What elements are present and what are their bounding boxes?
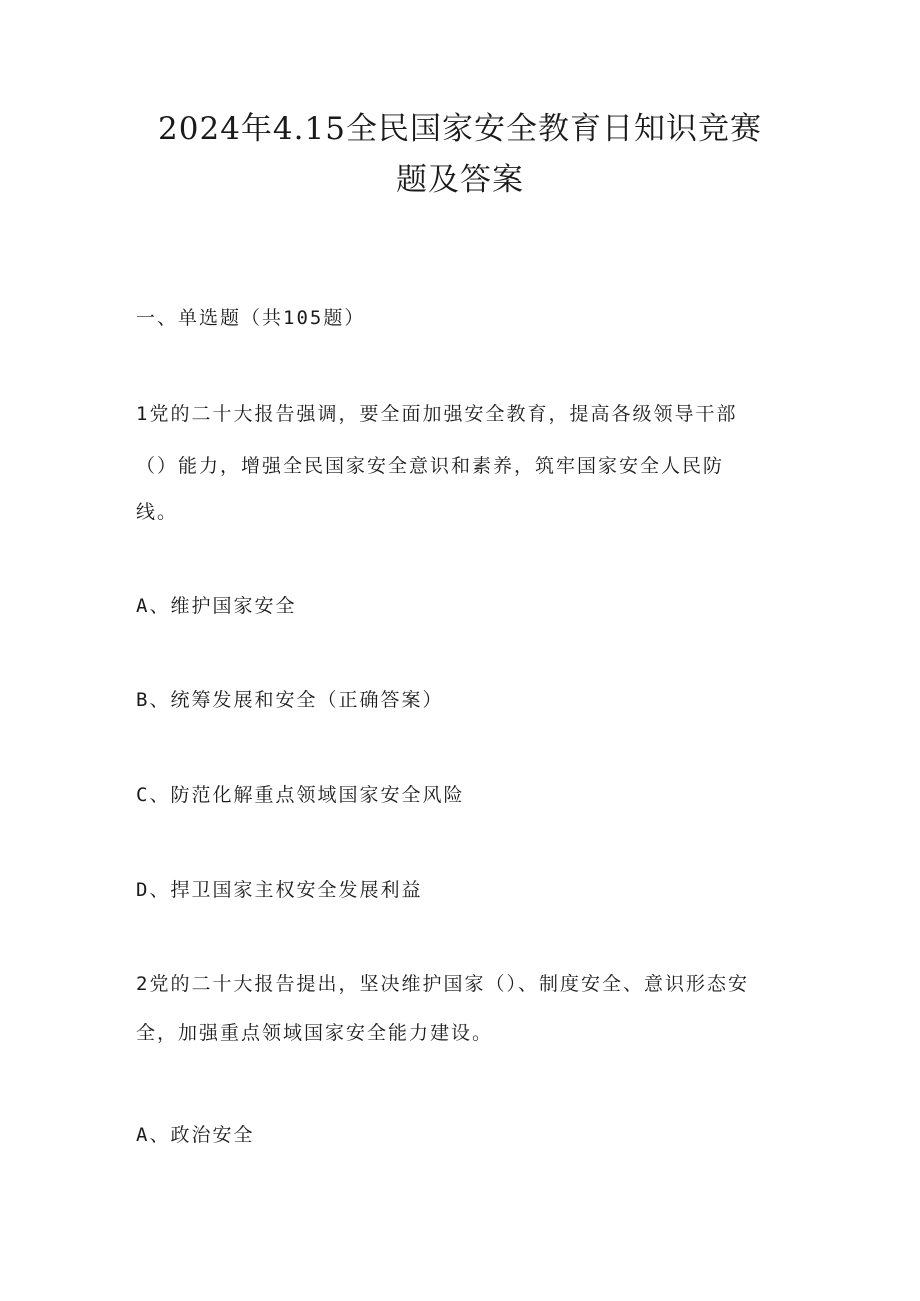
question-1-text-line: 线。	[136, 501, 179, 523]
document-title-line-1: 2024年4.15全民国家安全教育日知识竞赛	[158, 111, 762, 147]
question-1-option-d: D、捍卫国家主权安全发展利益	[136, 879, 423, 901]
question-2-text-line: 2党的二十大报告提出，坚决维护国家（）、制度安全、意识形态安	[136, 973, 749, 995]
question-1-option-c: C、防范化解重点领域国家安全风险	[136, 784, 465, 806]
question-1-option-b: B、统筹发展和安全（正确答案）	[136, 689, 444, 711]
question-1-text-line: 1党的二十大报告强调，要全面加强安全教育，提高各级领导干部	[136, 403, 738, 425]
question-2-text-line: 全，加强重点领域国家安全能力建设。	[136, 1022, 494, 1044]
question-1-option-a: A、维护国家安全	[136, 595, 297, 617]
question-2-option-a: A、政治安全	[136, 1124, 255, 1146]
question-1-text-line: （）能力，增强全民国家安全意识和素养，筑牢国家安全人民防	[136, 455, 725, 477]
section-heading: 一、单选题（共105题）	[136, 307, 366, 329]
document-title-line-2: 题及答案	[396, 162, 524, 198]
